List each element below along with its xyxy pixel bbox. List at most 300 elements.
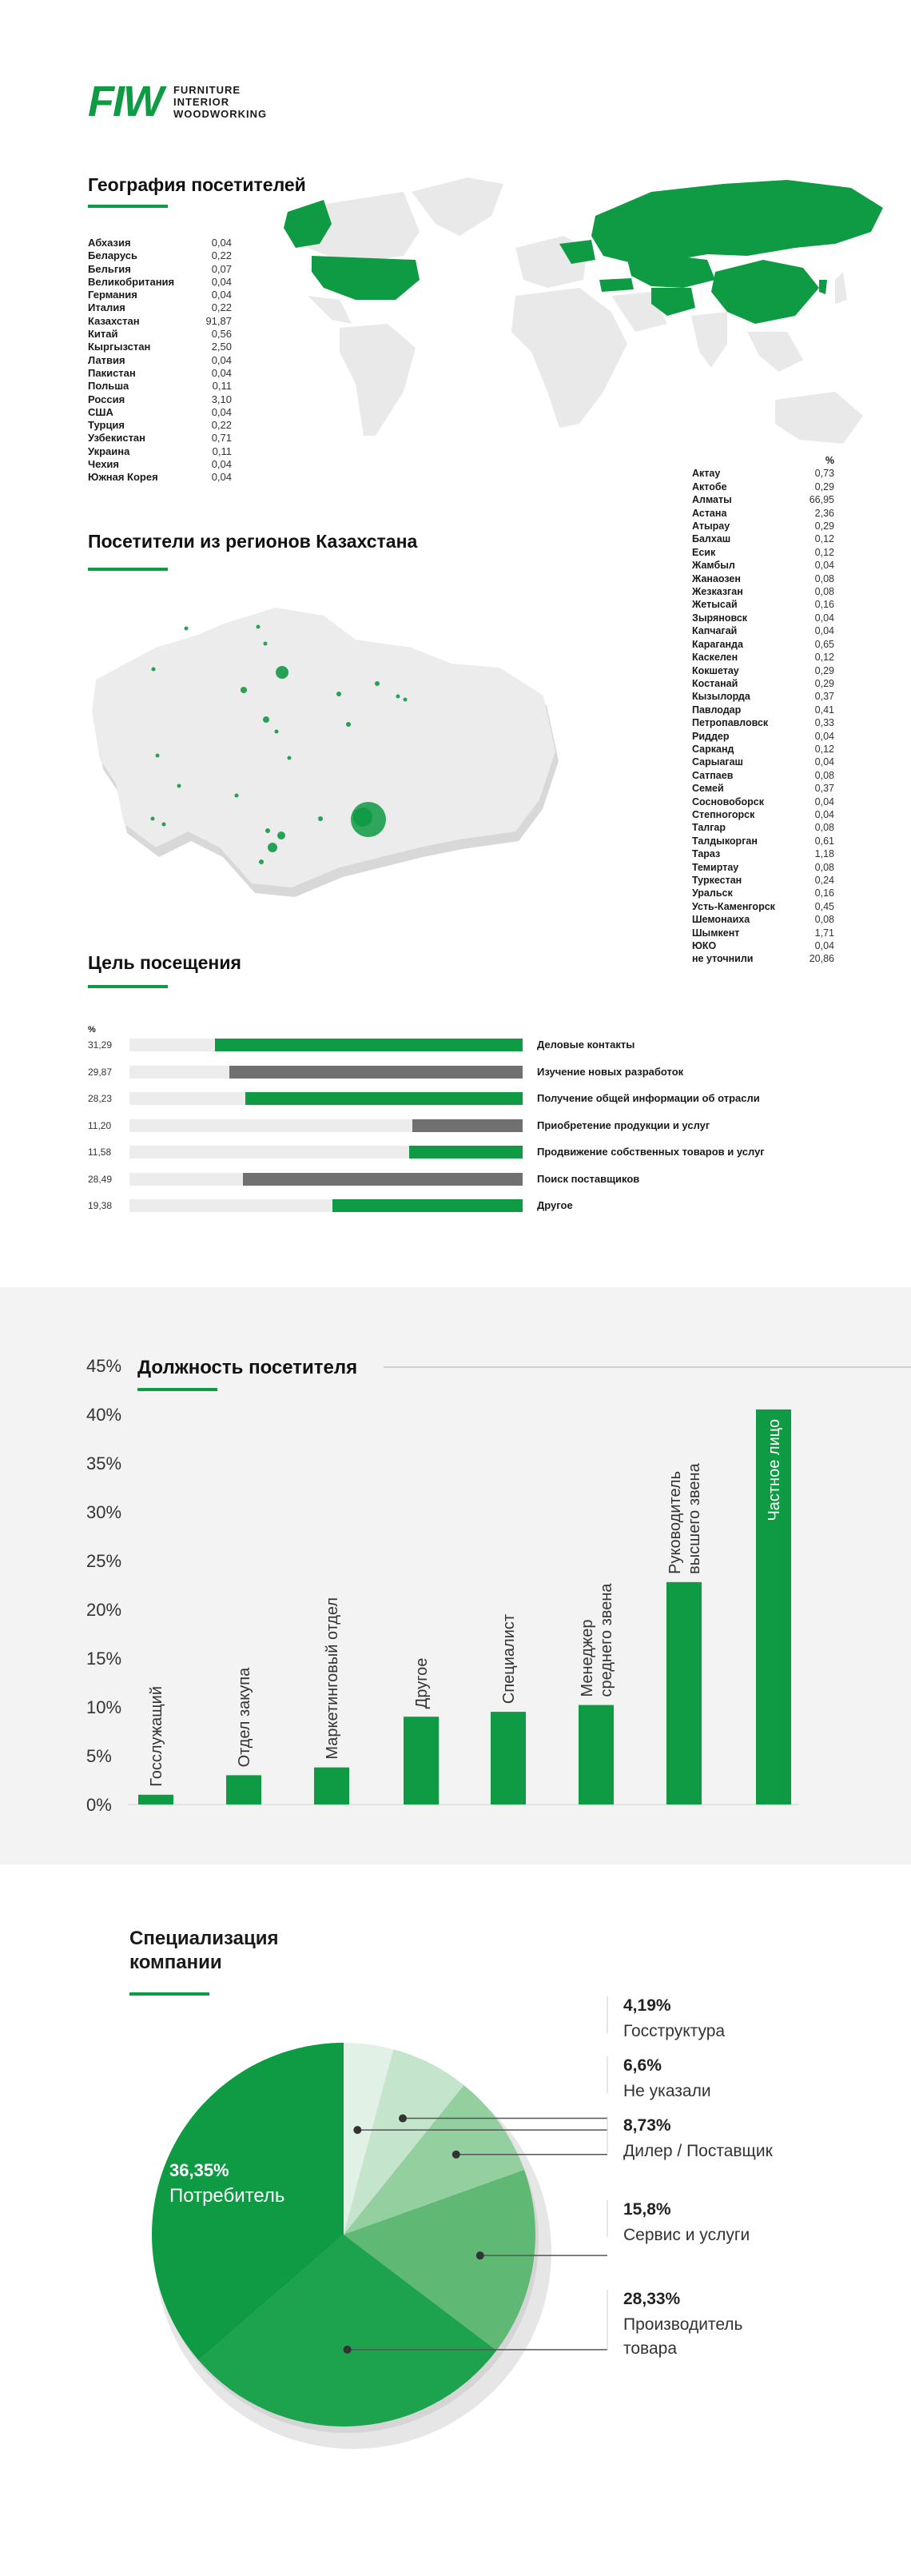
goal-bar [409, 1146, 523, 1158]
region-row-name: Сарыагаш [692, 756, 743, 768]
region-row [692, 952, 834, 965]
region-row-value: 0,08 [814, 586, 834, 598]
goal-value: 28,49 [88, 1173, 113, 1185]
pie-label-text: Дилер / Поставщик [623, 2142, 773, 2160]
region-row [692, 716, 834, 729]
region-row-name: Актау [692, 468, 721, 480]
region-row [692, 769, 834, 782]
x-tick-label: среднего звена [598, 1583, 615, 1697]
region-unit: % [825, 455, 834, 466]
goal-value: 11,20 [88, 1119, 112, 1131]
region-row [692, 756, 834, 768]
country-row-value: 0,04 [211, 471, 232, 484]
map-australia [775, 392, 863, 444]
region-row-value: 2,36 [814, 507, 834, 519]
goal-label: Поиск поставщиков [537, 1172, 640, 1185]
goal-bar [215, 1039, 523, 1051]
region-row [692, 887, 834, 899]
country-row-name: Украина [88, 445, 130, 457]
region-row [692, 847, 834, 860]
city-dot [185, 627, 189, 631]
goal-track [129, 1173, 523, 1186]
city-dot [156, 754, 160, 758]
region-row-name: Балхаш [692, 533, 731, 545]
region-row [692, 690, 834, 703]
goal-label: Получение общей информации об отрасли [537, 1092, 760, 1104]
brand-logo [88, 78, 268, 126]
country-row-name: Латвия [88, 353, 125, 366]
y-tick-label: 35% [86, 1453, 122, 1473]
position-bar [491, 1712, 526, 1804]
pie-leader-dot [399, 2115, 407, 2123]
country-row [88, 276, 232, 289]
region-row [692, 651, 834, 664]
region-row-name: Кокшетау [692, 664, 739, 676]
region-row [692, 612, 834, 624]
goal-bar [245, 1092, 523, 1105]
country-row [88, 237, 232, 249]
map-se-asia [747, 332, 803, 372]
pie-leader-dot [476, 2251, 484, 2259]
region-row-value: 0,04 [814, 612, 834, 624]
goals-unit: % [88, 1025, 96, 1035]
country-row-name: Казахстан [88, 314, 140, 327]
region-row [692, 796, 834, 808]
pie-leader-dot [344, 2346, 352, 2354]
region-row-name: Тараз [692, 848, 721, 860]
region-row-name: Астана [692, 507, 727, 519]
map-turkey [599, 278, 634, 292]
position-bar [404, 1717, 439, 1804]
country-row [88, 432, 232, 445]
position-bar [138, 1795, 173, 1804]
city-dot [404, 698, 408, 702]
y-tick-label: 20% [86, 1600, 122, 1620]
country-row [88, 380, 232, 393]
region-row [692, 624, 834, 637]
country-row-name: Пакистан [88, 366, 136, 379]
region-row [692, 638, 834, 651]
region-row-value: 0,04 [814, 808, 834, 820]
country-row-value: 2,50 [211, 341, 232, 353]
geography-title: География посетителей [88, 174, 306, 195]
city-dot [259, 859, 264, 864]
region-row [692, 677, 834, 690]
goal-track [129, 1092, 523, 1105]
region-row-value: 0,04 [814, 560, 834, 572]
country-row-value: 0,22 [211, 419, 232, 432]
position-section [0, 1287, 911, 1864]
logo-mark: FIW [88, 78, 162, 126]
country-row-value: 0,11 [212, 380, 232, 393]
goals-underline [88, 985, 168, 988]
region-row [692, 782, 834, 795]
region-row-name: Петропавловск [692, 717, 769, 729]
goal-bar [243, 1173, 523, 1186]
region-row-value: 0,16 [814, 599, 834, 611]
country-row-name: Абхазия [88, 237, 131, 249]
region-row-value: 66,95 [809, 494, 834, 506]
region-row-value: 20,86 [809, 953, 834, 965]
pie-label-text: Не указали [623, 2082, 711, 2100]
country-row [88, 406, 232, 419]
x-tick-label: Маркетинговый отдел [324, 1597, 341, 1760]
country-row-value: 0,04 [211, 366, 232, 379]
region-row-name: Сатпаев [692, 769, 734, 781]
map-russia [591, 180, 883, 264]
goal-track [129, 1199, 523, 1212]
map-kazakhstan [627, 256, 715, 288]
region-row-value: 0,65 [814, 638, 834, 650]
region-row-value: 0,12 [814, 546, 834, 558]
region-row-name: не уточнили [692, 953, 754, 965]
country-row [88, 354, 232, 367]
city-dot [265, 828, 270, 833]
region-row-name: Кызылорда [692, 691, 750, 703]
region-row-value: 0,08 [814, 822, 834, 834]
city-dot [318, 816, 323, 821]
region-row-value: 0,61 [814, 835, 834, 847]
country-row [88, 289, 232, 301]
region-row [692, 572, 834, 585]
country-row [88, 328, 232, 341]
region-row [692, 939, 834, 952]
region-row-value: 0,29 [814, 677, 834, 689]
region-row-name: Павлодар [692, 704, 742, 716]
country-row-name: Турция [88, 419, 125, 432]
region-row-value: 0,16 [814, 887, 834, 899]
region-row [692, 874, 834, 887]
goal-track [129, 1066, 523, 1079]
country-row-value: 0,22 [211, 249, 232, 262]
country-row-name: Южная Корея [88, 471, 158, 484]
almaty-bubble [351, 802, 386, 837]
country-row-value: 0,04 [211, 289, 232, 301]
country-row [88, 445, 232, 458]
regions-underline [88, 568, 168, 571]
region-row-value: 0,37 [814, 783, 834, 795]
map-central-america [308, 296, 352, 324]
goal-value: 19,38 [88, 1200, 113, 1211]
goal-row [88, 1119, 599, 1133]
map-korea [819, 280, 827, 294]
country-row-value: 0,04 [211, 405, 232, 418]
city-dot [177, 784, 181, 788]
region-row-value: 0,08 [814, 572, 834, 584]
country-row-value: 0,22 [211, 301, 232, 314]
region-row [692, 927, 834, 939]
region-row [692, 808, 834, 821]
city-dot [264, 642, 268, 646]
region-row-name: Костанай [692, 677, 738, 689]
x-tick-label: высшего звена [686, 1463, 703, 1574]
country-row-value: 0,04 [211, 458, 232, 471]
country-row-value: 0,04 [211, 275, 232, 288]
region-row-value: 0,29 [814, 520, 834, 532]
country-row [88, 315, 232, 328]
x-tick-label: Менеджер [579, 1619, 596, 1697]
x-tick-label: Госслужащий [148, 1685, 165, 1787]
pie-label-text: Госструктура [623, 2022, 726, 2040]
goal-label: Другое [537, 1199, 573, 1211]
logo-line: INTERIOR [173, 95, 230, 108]
region-row-name: Жамбыл [692, 560, 735, 572]
position-bar [226, 1775, 261, 1804]
region-row-name: Туркестан [692, 875, 742, 886]
pie-label-value: 4,19% [623, 1996, 671, 2015]
x-tick-label: Другое [413, 1657, 431, 1709]
pie-leader-dot [353, 2126, 361, 2134]
region-row [692, 861, 834, 874]
goal-bar [332, 1199, 523, 1212]
country-row-name: Бельгия [88, 262, 131, 275]
country-row-name: США [88, 405, 113, 418]
kazakhstan-map [84, 592, 603, 911]
region-row-name: Жетысай [692, 599, 738, 611]
map-south-america [340, 324, 416, 436]
pie-leader-dot [452, 2151, 460, 2159]
region-row-value: 0,04 [814, 625, 834, 637]
country-row-value: 0,04 [211, 353, 232, 366]
position-bar [666, 1582, 702, 1804]
region-row-value: 0,12 [814, 652, 834, 664]
pie-title [129, 1927, 305, 1975]
goal-row [88, 1091, 599, 1106]
position-bar [314, 1768, 349, 1804]
region-row-value: 0,08 [814, 769, 834, 781]
country-row [88, 367, 232, 380]
region-row-value: 1,18 [814, 848, 834, 860]
pie-label-text: Сервис и услуги [623, 2226, 750, 2244]
pie-label-text: Потребитель [169, 2185, 285, 2207]
goal-value: 28,23 [88, 1093, 113, 1104]
y-tick-label: 5% [86, 1746, 112, 1766]
region-row [692, 821, 834, 834]
goal-label: Изучение новых разработок [537, 1065, 684, 1078]
y-tick-label: 25% [86, 1551, 122, 1571]
x-tick-label: Частное лицо [766, 1418, 783, 1521]
city-dot [346, 722, 351, 727]
region-row-name: Шемонаиха [692, 914, 750, 926]
chart-title: Должность посетителя [137, 1357, 358, 1378]
country-row [88, 263, 232, 276]
country-row-name: Кыргызстан [88, 341, 151, 353]
y-tick-label: 40% [86, 1405, 122, 1425]
region-row-name: Темиртау [692, 861, 739, 873]
region-row-value: 0,45 [814, 900, 834, 912]
goal-bar [412, 1119, 523, 1132]
region-row [692, 913, 834, 926]
country-row [88, 471, 232, 484]
region-row-name: Талгар [692, 822, 726, 834]
region-row-name: Зыряновск [692, 612, 748, 624]
region-rows [692, 467, 834, 965]
goal-row [88, 1145, 599, 1159]
city-dot [275, 730, 279, 734]
city-dot [288, 756, 292, 760]
specialization-pie [0, 1975, 911, 2576]
city-dot [235, 794, 239, 798]
goal-bar [229, 1066, 523, 1079]
goal-value: 11,58 [88, 1146, 112, 1158]
country-row [88, 458, 232, 471]
country-row-value: 3,10 [211, 393, 232, 405]
logo-text [173, 84, 267, 120]
pie-label-value: 8,73% [623, 2116, 671, 2135]
country-row-name: Россия [88, 393, 125, 405]
region-row-name: Караганда [692, 638, 743, 650]
region-row-name: Риддер [692, 730, 730, 742]
map-greenland [412, 177, 503, 236]
goal-label: Продвижение собственных товаров и услуг [537, 1146, 765, 1158]
pie-label-value: 15,8% [623, 2200, 671, 2219]
region-row [692, 520, 834, 532]
city-dot [152, 668, 156, 672]
region-row-name: Сосновоборск [692, 796, 764, 807]
goal-label: Приобретение продукции и услуг [537, 1119, 710, 1131]
region-row [692, 532, 834, 545]
region-row-value: 0,24 [814, 875, 834, 886]
map-japan [835, 272, 847, 304]
position-bar [579, 1705, 614, 1804]
region-row-name: Жанаозен [692, 572, 741, 584]
region-row-value: 0,04 [814, 730, 834, 742]
region-row [692, 704, 834, 716]
country-row-value: 0,04 [211, 237, 232, 249]
country-row-value: 0,11 [212, 445, 232, 457]
city-dot [277, 831, 285, 839]
country-row [88, 393, 232, 406]
pie-label-text: товара [623, 2339, 678, 2358]
pie-label-value: 36,35% [169, 2160, 229, 2180]
map-india [691, 312, 727, 368]
region-row [692, 507, 834, 520]
region-row [692, 900, 834, 913]
region-row-value: 0,73 [814, 468, 834, 480]
geography-underline [88, 205, 168, 208]
region-row-name: Актобе [692, 481, 727, 492]
region-row-name: Усть-Каменгорск [692, 900, 775, 912]
pie-label-value: 28,33% [623, 2290, 681, 2308]
country-row-name: Польша [88, 380, 129, 393]
country-row-name: Великобритания [88, 275, 175, 288]
regions-title: Посетители из регионов Казахстана [88, 531, 418, 552]
region-row-name: Атырау [692, 520, 730, 532]
region-row-value: 0,04 [814, 940, 834, 952]
region-row-value: 0,04 [814, 756, 834, 768]
y-tick-label: 45% [86, 1356, 122, 1376]
city-dot [162, 823, 166, 827]
region-row [692, 493, 834, 506]
region-row-name: Капчагай [692, 625, 738, 637]
x-tick-label: Специалист [500, 1613, 518, 1705]
region-row [692, 546, 834, 559]
country-row-name: Чехия [88, 458, 119, 471]
country-row [88, 419, 232, 432]
country-row [88, 341, 232, 353]
country-row-name: Китай [88, 328, 118, 341]
region-row-value: 0,08 [814, 861, 834, 873]
region-row-value: 0,12 [814, 533, 834, 545]
map-africa [511, 288, 627, 428]
country-row-value: 91,87 [205, 314, 232, 327]
region-row-name: Шымкент [692, 927, 740, 939]
region-row [692, 585, 834, 598]
country-row [88, 249, 232, 262]
region-row-value: 0,41 [814, 704, 834, 716]
region-row-value: 1,71 [814, 927, 834, 939]
goal-row [88, 1198, 599, 1213]
country-row-name: Италия [88, 301, 125, 314]
country-row-name: Германия [88, 289, 137, 301]
country-row-name: Беларусь [88, 249, 137, 262]
goal-track [129, 1119, 523, 1132]
goal-row [88, 1172, 599, 1186]
region-row [692, 481, 834, 493]
city-dot [276, 666, 288, 679]
country-row-value: 0,56 [211, 328, 232, 341]
region-row [692, 730, 834, 743]
y-tick-label: 10% [86, 1697, 122, 1717]
city-dot [268, 843, 277, 852]
pie-label-text: Производитель [623, 2315, 743, 2334]
country-row-name: Узбекистан [88, 432, 146, 445]
goal-row [88, 1065, 599, 1079]
region-row-value: 0,37 [814, 691, 834, 703]
region-row [692, 559, 834, 572]
region-row-name: Семей [692, 783, 724, 795]
region-row-name: Талдыкорган [692, 835, 758, 847]
goals-title: Цель посещения [88, 952, 241, 973]
y-tick-label: 15% [86, 1649, 122, 1669]
x-tick-label: Отдел закупа [236, 1667, 253, 1768]
region-row-name: Каскелен [692, 652, 738, 664]
pie-label-value: 6,6% [623, 2056, 662, 2075]
region-row-name: Уральск [692, 887, 733, 899]
region-row-value: 0,12 [814, 743, 834, 755]
city-dot [257, 625, 261, 629]
pie-title-line: Специализация компании [129, 1928, 279, 1973]
logo-line: FURNITURE [173, 83, 241, 96]
country-row [88, 301, 232, 314]
city-dot [263, 716, 269, 723]
region-list [692, 454, 834, 966]
region-row [692, 743, 834, 756]
position-chart [0, 1287, 911, 1864]
region-row-name: ЮКО [692, 940, 717, 952]
region-row [692, 664, 834, 677]
region-row-value: 0,29 [814, 481, 834, 492]
map-china [711, 260, 819, 324]
region-row-value: 0,08 [814, 914, 834, 926]
region-row-name: Сарканд [692, 743, 734, 755]
goal-track [129, 1146, 523, 1158]
region-row-value: 0,29 [814, 664, 834, 676]
goal-label: Деловые контакты [537, 1039, 635, 1051]
world-map [276, 160, 907, 456]
region-row [692, 467, 834, 480]
region-row-name: Степногорск [692, 808, 755, 820]
city-dot [336, 692, 341, 696]
title-underline [137, 1388, 217, 1391]
region-row [692, 598, 834, 611]
goal-track [129, 1039, 523, 1051]
region-row [692, 835, 834, 847]
logo-line: WOODWORKING [173, 107, 268, 120]
region-row-name: Есик [692, 546, 716, 558]
goal-value: 31,29 [88, 1039, 113, 1051]
city-dot [396, 695, 400, 699]
